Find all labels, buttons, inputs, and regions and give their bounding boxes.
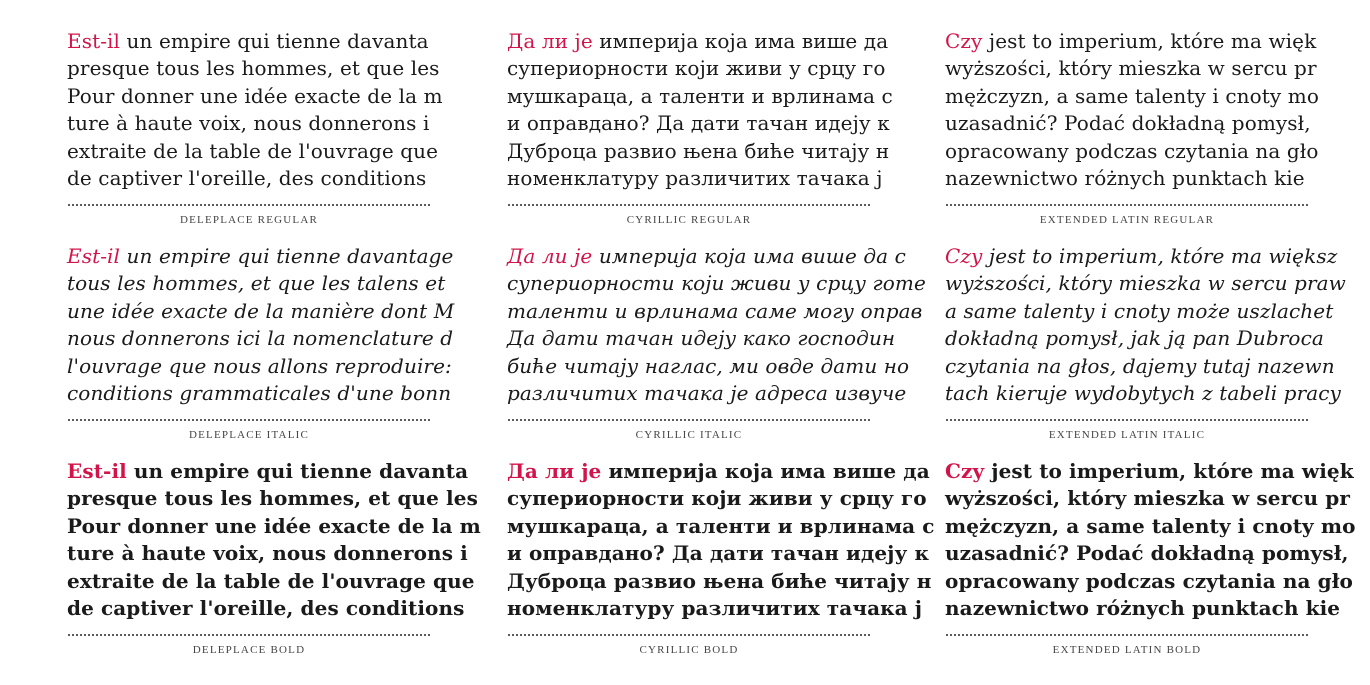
specimen-line: nazewnictwo różnych punktach kie <box>945 596 1341 621</box>
dotted-divider <box>67 204 431 206</box>
specimen-text <box>507 28 893 193</box>
specimen-line: супериорности који живи у срцу готе <box>507 271 926 296</box>
specimen-block-deleplace-bold <box>67 458 481 673</box>
specimen-text <box>67 243 455 408</box>
specimen-text <box>67 458 481 623</box>
specimen-text <box>945 458 1356 623</box>
accent-word: Est-il <box>67 29 121 53</box>
specimen-line: de captiver l'oreille, des conditions <box>67 166 427 191</box>
specimen-line: uzasadnić? Podać dokładną pomysł, <box>945 111 1311 136</box>
specimen-line: Czy jest to imperium, które ma więk <box>945 459 1354 483</box>
accent-word: Да ли је <box>507 29 593 53</box>
specimen-line: mężczyzn, a same talenty i cnoty mo <box>945 513 1356 538</box>
specimen-line: presque tous les hommes, et que les <box>67 56 440 81</box>
specimen-block-deleplace-italic <box>67 243 455 458</box>
specimen-text <box>507 458 935 623</box>
specimen-line: Да ли је империја која има више да <box>507 29 889 53</box>
specimen-line: une idée exacte de la manière dont M <box>67 298 455 323</box>
specimen-line: uzasadnić? Podać dokładną pomysł, <box>945 541 1349 566</box>
accent-word: Да ли је <box>507 244 593 268</box>
specimen-block-cyrillic-italic <box>507 243 926 458</box>
dotted-divider <box>945 419 1309 421</box>
specimen-line: Дуброца развио њена биће читају н <box>507 138 890 163</box>
specimen-line: Дуброца развио њена биће читају н <box>507 568 932 593</box>
dotted-divider <box>67 419 431 421</box>
dotted-divider <box>507 204 871 206</box>
specimen-line: wyższości, który mieszka w sercu pr <box>945 486 1350 511</box>
specimen-line: nazewnictwo różnych punktach kie <box>945 166 1305 191</box>
specimen-block-extended-latin-italic <box>945 243 1346 458</box>
accent-word: Est-il <box>67 459 127 483</box>
specimen-line: Да ли је империја која има више да с <box>507 244 906 268</box>
dotted-divider <box>945 204 1309 206</box>
specimen-line: tach kieruje wydobytych z tabeli pracy <box>945 381 1341 406</box>
specimen-block-deleplace-regular <box>67 28 443 243</box>
specimen-text <box>945 243 1346 408</box>
dotted-divider <box>507 419 871 421</box>
specimen-line: Pour donner une idée exacte de la m <box>67 513 481 538</box>
specimen-line: различитих тачака је адреса извуче <box>507 381 907 406</box>
specimen-line: Est-il un empire qui tienne davanta <box>67 29 429 53</box>
accent-word: Czy <box>945 29 983 53</box>
specimen-line: Est-il un empire qui tienne davantage <box>67 244 454 268</box>
dotted-divider <box>67 634 431 636</box>
accent-word: Czy <box>945 244 983 268</box>
specimen-text <box>507 243 926 408</box>
specimen-column-deleplace <box>67 28 481 673</box>
specimen-line: tous les hommes, et que les talens et <box>67 271 446 296</box>
specimen-line: a same talenty i cnoty może uszlachet <box>945 298 1334 323</box>
specimen-line: ture à haute voix, nous donnerons i <box>67 111 430 136</box>
specimen-line: ture à haute voix, nous donnerons i <box>67 541 468 566</box>
style-caption: CYRILLIC ITALIC <box>635 429 743 441</box>
specimen-line: mężczyzn, a same talenty i cnoty mo <box>945 83 1319 108</box>
style-caption: EXTENDED LATIN BOLD <box>1052 644 1202 656</box>
specimen-line: таленти и врлинама саме могу оправ <box>507 298 923 323</box>
style-caption: CYRILLIC REGULAR <box>626 214 752 226</box>
style-caption: DELEPLACE BOLD <box>192 644 306 656</box>
accent-word: Czy <box>945 459 985 483</box>
style-caption: CYRILLIC BOLD <box>639 644 739 656</box>
specimen-line: wyższości, który mieszka w sercu pr <box>945 56 1317 81</box>
specimen-line: opracowany podczas czytania na gło <box>945 138 1319 163</box>
specimen-line: de captiver l'oreille, des conditions <box>67 596 465 621</box>
specimen-block-extended-latin-regular <box>945 28 1319 243</box>
specimen-line: Czy jest to imperium, które ma więk <box>945 29 1317 53</box>
specimen-line: Pour donner une idée exacte de la m <box>67 83 443 108</box>
specimen-line: номенклатуру различитих тачака ј <box>507 596 923 621</box>
accent-word: Est-il <box>67 244 121 268</box>
specimen-block-cyrillic-regular <box>507 28 893 243</box>
specimen-line: Est-il un empire qui tienne davanta <box>67 459 469 483</box>
specimen-line: czytania na głos, dajemy tutaj nazewn <box>945 353 1335 378</box>
specimen-text <box>67 28 443 193</box>
dotted-divider <box>507 634 871 636</box>
specimen-line: dokładną pomysł, jak ją pan Dubroca <box>945 326 1324 351</box>
specimen-line: extraite de la table de l'ouvrage que <box>67 568 475 593</box>
specimen-block-cyrillic-bold <box>507 458 935 673</box>
specimen-line: номенклатуру различитих тачака ј <box>507 166 883 191</box>
specimen-line: conditions grammaticales d'une bonn <box>67 381 452 406</box>
specimen-line: extraite de la table de l'ouvrage que <box>67 138 439 163</box>
specimen-line: Czy jest to imperium, które ma większ <box>945 244 1338 268</box>
dotted-divider <box>945 634 1309 636</box>
style-caption: EXTENDED LATIN ITALIC <box>1048 429 1206 441</box>
specimen-line: и оправдано? Да дати тачан идеју к <box>507 111 890 136</box>
specimen-column-extended-latin <box>945 28 1356 673</box>
style-caption: DELEPLACE REGULAR <box>179 214 319 226</box>
specimen-line: мушкараца, а таленти и врлинама с <box>507 513 935 538</box>
specimen-line: и оправдано? Да дати тачан идеју к <box>507 541 930 566</box>
specimen-line: Да дати тачан идеју како господин <box>507 326 896 351</box>
specimen-block-extended-latin-bold <box>945 458 1356 673</box>
specimen-column-cyrillic <box>507 28 935 673</box>
specimen-line: биће читају наглас, ми овде дати но <box>507 353 910 378</box>
specimen-line: presque tous les hommes, et que les <box>67 486 478 511</box>
specimen-line: супериорности који живи у срцу го <box>507 56 886 81</box>
specimen-line: супериорности који живи у срцу го <box>507 486 927 511</box>
specimen-line: nous donnerons ici la nomenclature d <box>67 326 454 351</box>
specimen-line: Да ли је империја која има више да <box>507 459 930 483</box>
specimen-line: opracowany podczas czytania na gło <box>945 568 1353 593</box>
style-caption: DELEPLACE ITALIC <box>188 429 310 441</box>
specimen-line: l'ouvrage que nous allons reproduire: <box>67 353 452 378</box>
specimen-text <box>945 28 1319 193</box>
specimen-line: wyższości, który mieszka w sercu praw <box>945 271 1346 296</box>
style-caption: EXTENDED LATIN REGULAR <box>1039 214 1215 226</box>
accent-word: Да ли је <box>507 459 602 483</box>
specimen-line: мушкараца, а таленти и врлинама с <box>507 83 893 108</box>
